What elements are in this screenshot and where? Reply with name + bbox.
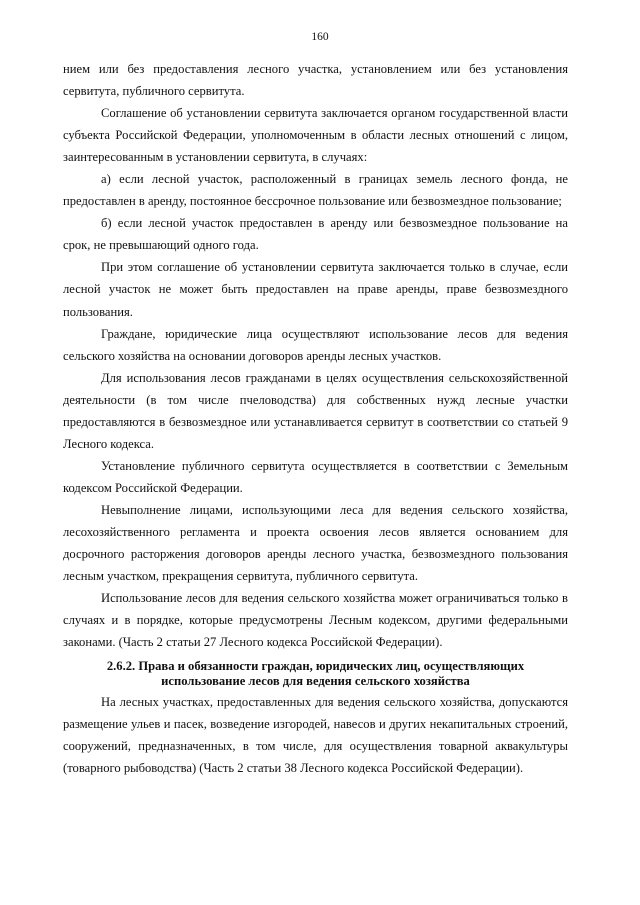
paragraph: Граждане, юридические лица осуществляют использование лесов для ведения сельского хозяйства на основании договоров аренды лесных участков. — [63, 326, 568, 363]
section-heading — [63, 659, 568, 689]
section-heading-line-1: 2.6.2. Права и обязанности граждан, юридических лиц, осуществляющих — [106, 659, 525, 674]
paragraph: б) если лесной участок предоставлен в аренду или безвозмездное пользование на срок, не превышающий одного года. — [63, 216, 568, 253]
paragraph: Для использования лесов гражданами в целях осуществления сельскохозяйственной деятельности (в том числе пчеловодства) для собственных нужд лесные участки предоставляются в безвозмездное или устанавливается сервитут в соответствии со статьей 9 Лесного кодекса. — [63, 370, 568, 451]
paragraph: Невыполнение лицами, использующими леса для ведения сельского хозяйства, лесохозяйственного регламента и проекта освоения лесов является основанием для досрочного расторжения договоров аренды лесного участка, безвозмездного пользования лесным участком, прекращения сервитута, публичного сервитута. — [63, 502, 568, 584]
paragraph: На лесных участках, предоставленных для ведения сельского хозяйства, допускаются размещение ульев и пасек, возведение изгородей, навесов и других некапитальных строений, сооружений, предназначенных, в том числе, для осуществления товарной аквакультуры (товарного рыбоводства) (Часть 2 статьи 38 Лесного кодекса Российской Федерации). — [63, 695, 568, 776]
paragraph: а) если лесной участок, расположенный в границах земель лесного фонда, не предоставлен в аренду, постоянное бессрочное пользование или безвозмездное пользование; — [63, 172, 568, 209]
paragraph: Соглашение об установлении сервитута заключается органом государственной власти субъекта Российской Федерации, уполномоченным в области лесных отношений с лицом, заинтересованным в установлении сервитута, в случаях: — [63, 106, 568, 165]
paragraph: Использование лесов для ведения сельского хозяйства может ограничиваться только в случаях и в порядке, которые предусмотрены Лесным кодексом, другими федеральными законами. (Часть 2 статьи 27 Лесного кодекса Российской Федерации). — [63, 591, 568, 650]
page-number: 160 — [311, 31, 329, 43]
paragraphs-after-heading — [63, 691, 568, 779]
section-heading-line-2: использование лесов для ведения сельского хозяйства — [161, 674, 470, 689]
paragraph: Установление публичного сервитута осуществляется в соответствии с Земельным кодексом Российской Федерации. — [63, 458, 568, 495]
paragraph: При этом соглашение об установлении сервитута заключается только в случае, если лесной участок не может быть предоставлен на праве аренды, праве безвозмездного пользования. — [63, 260, 568, 319]
document-body — [63, 58, 568, 779]
paragraphs-before-heading — [63, 58, 568, 653]
paragraph: нием или без предоставления лесного участка, установлением или без установления сервитута, публичного сервитута. — [63, 62, 568, 99]
